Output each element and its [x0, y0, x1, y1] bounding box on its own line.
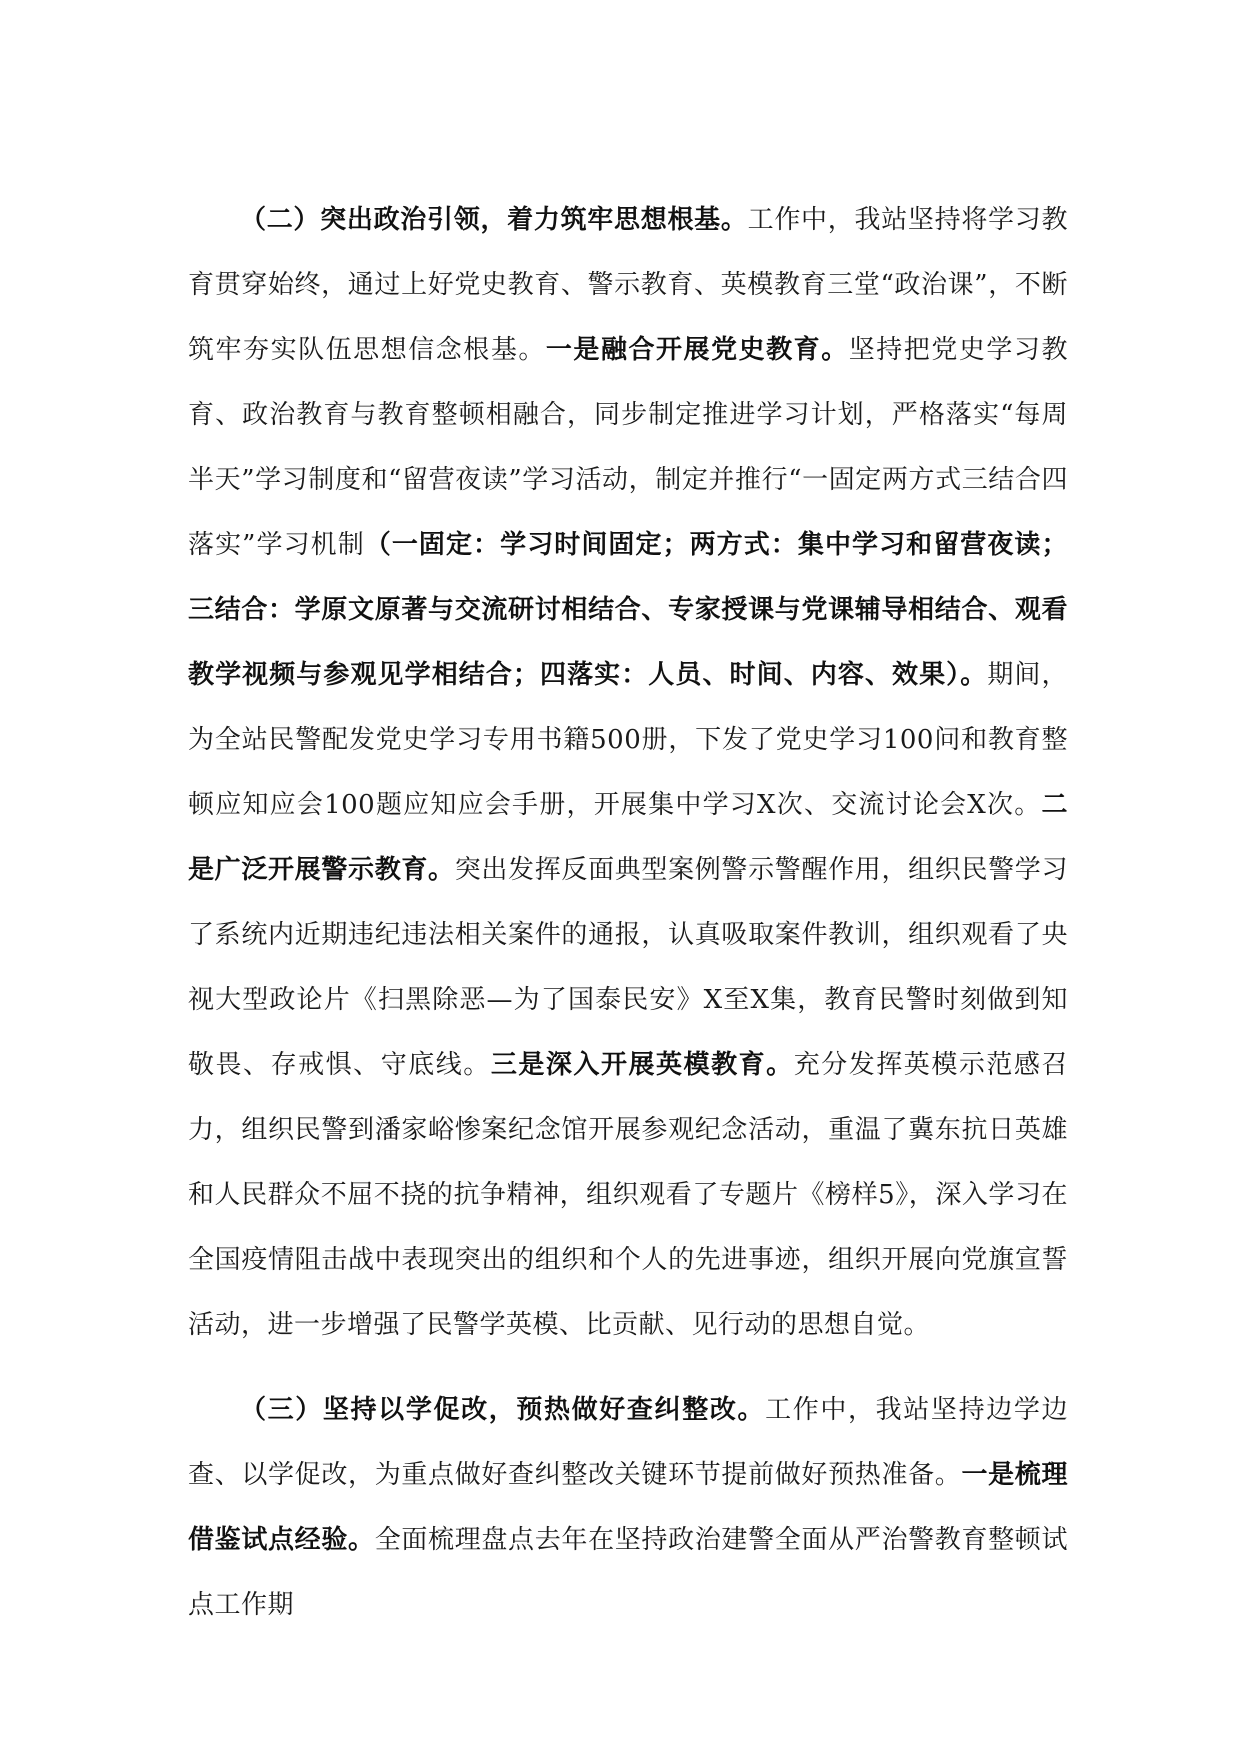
heading-section-3: （三）坚持以学促改，预热做好查纠整改。 — [240, 1395, 766, 1425]
body-text: 突出发挥反面典型案例警示警醒作用，组织民警学习了系统内近期违纪违法相关案件的通报，认真吸取案件教训，组织观看了央视大型政论片《扫黑除恶—为了国泰民安》X至X集，教育民警时刻做到知敬畏、存戒惧、守底线。 — [188, 855, 1068, 1080]
body-text: 期间，为全站民警配发党史学习专用书籍500册，下发了党史学习100问和教育整顿应知应会100题应知应会手册，开展集中学习X次、交流讨论会X次。 — [188, 660, 1068, 820]
body-text: 坚持把党史学习教育、政治教育与教育整顿相融合，同步制定推进学习计划，严格落实“每周半天”学习制度和“留营夜读”学习活动，制定并推行“一固定两方式三结合四落实”学习机制 — [188, 335, 1068, 560]
body-text: 工作中，我站坚持将学习教育贯穿始终，通过上好党史教育、警示教育、英模教育三堂“政治课”，不断筑牢夯实队伍思想信念根基。 — [188, 205, 1068, 365]
paragraph-section-2 — [188, 188, 1068, 1358]
heading-section-2: （二）突出政治引领，着力筑牢思想根基。 — [240, 205, 748, 235]
subheading-warning-education: 二是广泛开展警示教育。 — [188, 790, 1068, 885]
mechanism-detail: （一固定：学习时间固定；两方式：集中学习和留营夜读；三结合：学原文原著与交流研讨相结合、专家授课与党课辅导相结合、观看教学视频与参观见学相结合；四落实：人员、时间、内容、效果）。 — [188, 530, 1068, 690]
paragraph-section-3 — [188, 1378, 1068, 1638]
body-text: 工作中，我站坚持边学边查、以学促改，为重点做好查纠整改关键环节提前做好预热准备。 — [188, 1395, 1068, 1490]
subheading-party-history: 一是融合开展党史教育。 — [545, 335, 849, 365]
subheading-hero-education: 三是深入开展英模教育。 — [490, 1050, 794, 1080]
body-text: 充分发挥英模示范感召力，组织民警到潘家峪惨案纪念馆开展参观纪念活动，重温了冀东抗日英雄和人民群众不屈不挠的抗争精神，组织观看了专题片《榜样5》，深入学习在全国疫情阻击战中表现突出的组织和个人的先进事迹，组织开展向党旗宣誓活动，进一步增强了民警学英模、比贡献、见行动的思想自觉。 — [188, 1050, 1068, 1340]
subheading-pilot-experience: 一是梳理借鉴试点经验。 — [188, 1460, 1068, 1555]
body-text: 全面梳理盘点去年在坚持政治建警全面从严治警教育整顿试点工作期 — [188, 1525, 1068, 1620]
